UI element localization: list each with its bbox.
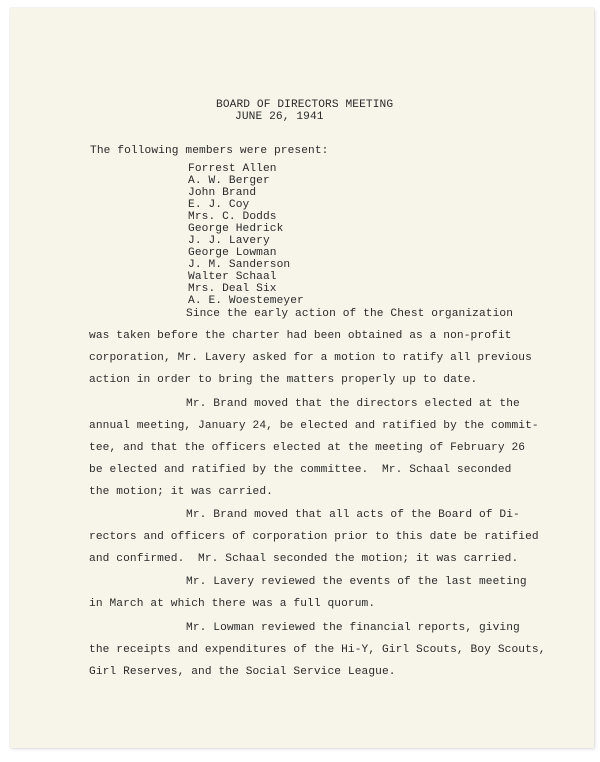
paragraph-line: action in order to bring the matters properly up to date. [89, 374, 478, 386]
paragraph-line: in March at which there was a full quorum. [89, 598, 376, 610]
member-name: J. M. Sanderson [188, 259, 291, 271]
paragraph-line: was taken before the charter had been obtained as a non-profit [89, 330, 512, 342]
paragraph-line: Mr. Brand moved that all acts of the Board of Di- [186, 509, 520, 521]
paragraph-line: corporation, Mr. Lavery asked for a motion to ratify all previous [89, 352, 532, 364]
attendance-intro: The following members were present: [90, 145, 329, 157]
member-name: Walter Schaal [188, 271, 277, 283]
member-name: A. E. Woestemeyer [188, 295, 304, 307]
meeting-title: BOARD OF DIRECTORS MEETING [216, 99, 394, 111]
meeting-date: JUNE 26, 1941 [235, 111, 324, 123]
member-name: George Hedrick [188, 223, 284, 235]
member-name: Mrs. Deal Six [188, 283, 277, 295]
paragraph-line: the receipts and expenditures of the Hi-Y, Girl Scouts, Boy Scouts, [89, 644, 546, 656]
paragraph-line: annual meeting, January 24, be elected and ratified by the commit- [89, 420, 539, 432]
paragraph-line: tee, and that the officers elected at the meeting of February 26 [89, 442, 526, 454]
paragraph-line: Mr. Lavery reviewed the events of the last meeting [186, 576, 527, 588]
member-name: Forrest Allen [188, 163, 277, 175]
member-name: J. J. Lavery [188, 235, 270, 247]
member-name: John Brand [188, 187, 257, 199]
member-name: A. W. Berger [188, 175, 270, 187]
paragraph-line: the motion; it was carried. [89, 486, 273, 498]
paragraph-line: be elected and ratified by the committee. Mr. Schaal seconded [89, 464, 512, 476]
member-name: Mrs. C. Dodds [188, 211, 277, 223]
paragraph-line: Mr. Brand moved that the directors elected at the [186, 398, 520, 410]
member-name: E. J. Coy [188, 199, 250, 211]
member-name: George Lowman [188, 247, 277, 259]
paragraph-line: Girl Reserves, and the Social Service League. [89, 666, 396, 678]
paragraph-line: rectors and officers of corporation prior to this date be ratified [89, 531, 539, 543]
paragraph-line: and confirmed. Mr. Schaal seconded the motion; it was carried. [89, 553, 519, 565]
paragraph-line: Since the early action of the Chest organization [186, 308, 514, 320]
paragraph-line: Mr. Lowman reviewed the financial reports, giving [186, 622, 520, 634]
